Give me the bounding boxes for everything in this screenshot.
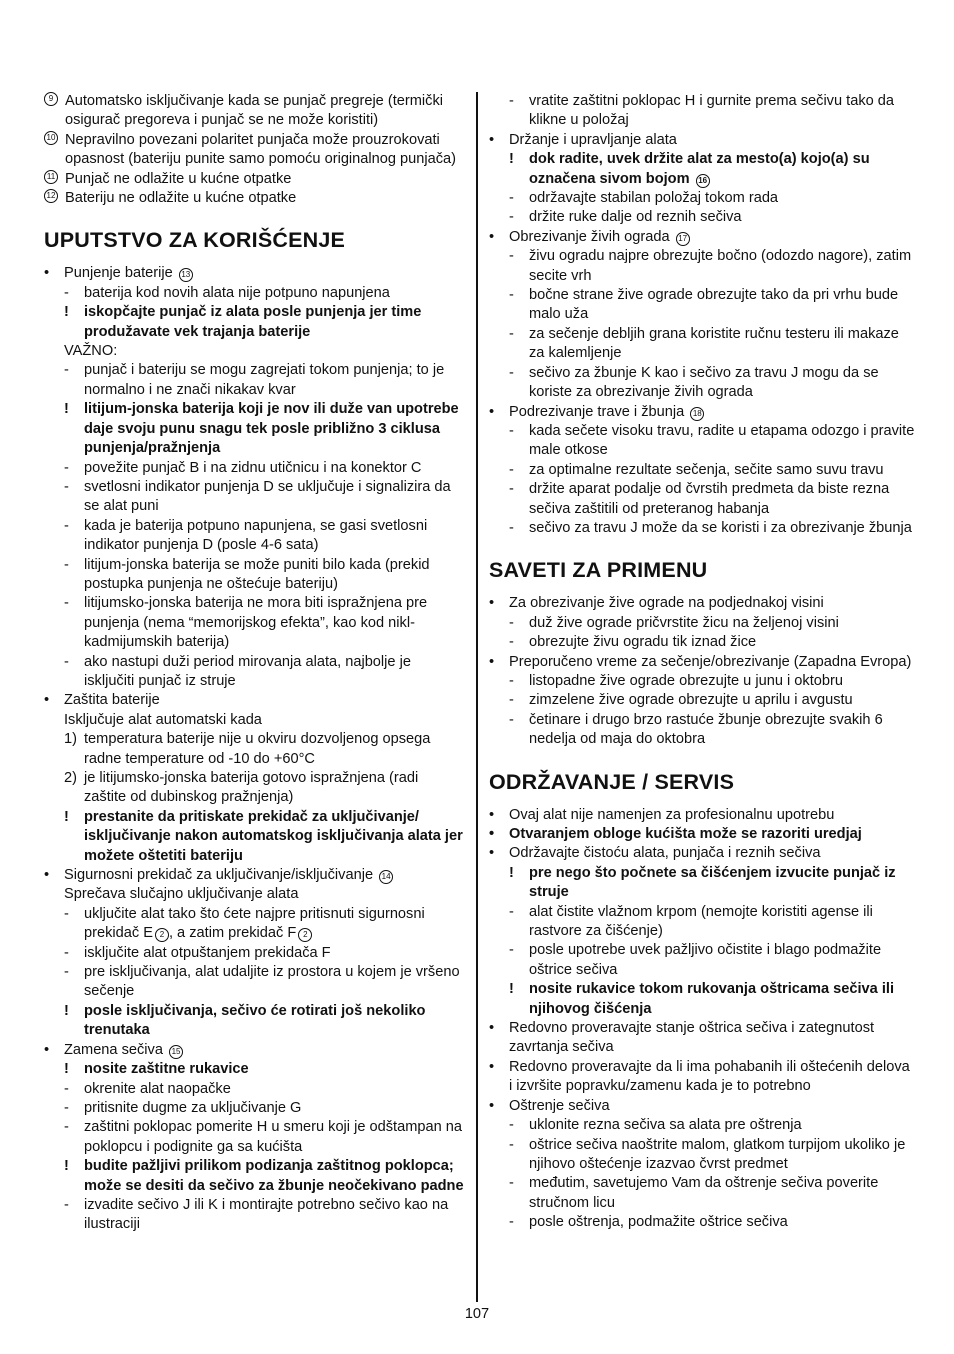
- list-marker: •: [489, 806, 495, 823]
- item-text: uključite alat tako što ćete najpre pritisnuti sigurnosni prekidač E: [84, 905, 425, 942]
- sub-item: [489, 286, 915, 325]
- sub-item: [44, 517, 464, 556]
- list-marker: -: [64, 1119, 69, 1136]
- item-text: prestanite da pritiskate prekidač za uključivanje/ isključivanje nakon automatskog isključivanja alata jer možete oštetiti bateriju: [84, 808, 463, 864]
- item-text: obrezujte živu ogradu tik iznad žice: [529, 634, 757, 651]
- list-marker: -: [509, 422, 514, 439]
- bullet-item: [44, 1041, 464, 1060]
- item-text: Punjač ne odlažite u kućne otpatke: [65, 170, 292, 187]
- item-text: zimzelene žive ograde obrezujte u aprilu i avgustu: [529, 692, 853, 709]
- list-marker: !: [509, 981, 514, 998]
- list-marker: -: [509, 1175, 514, 1192]
- item-text: povežite punjač B i na zidnu utičnicu i na konektor C: [84, 459, 422, 476]
- reference-number-icon: 2: [155, 928, 169, 942]
- reference-number-icon: 13: [179, 268, 193, 282]
- list-marker: !: [64, 1158, 69, 1175]
- sub-item: [489, 691, 915, 710]
- bullet-item: [489, 403, 915, 422]
- item-text: uklonite rezna sečiva sa alata pre oštrenja: [529, 1117, 802, 1134]
- symbol-legend-item: [44, 131, 464, 170]
- list-marker: !: [509, 151, 514, 168]
- item-text: pre nego što počnete sa čišćenjem izvucite punjač iz struje: [529, 864, 896, 901]
- section-heading: SAVETI ZA PRIMENU: [489, 558, 708, 583]
- page-number: 107: [464, 1306, 490, 1322]
- reference-number-icon: 12: [44, 189, 58, 203]
- list-marker: -: [509, 93, 514, 109]
- sub-item: [489, 325, 915, 364]
- sub-item: [44, 284, 464, 303]
- item-text: sečivo za žbunje K kao i sečivo za travu J mogu da se koriste za obrezivanje živih ograda: [529, 364, 879, 401]
- item-text: posle upotrebe uvek pažljivo očistite i blago podmažite oštrice sečiva: [529, 942, 882, 978]
- bullet-item: [44, 866, 464, 885]
- reference-number-icon: 11: [44, 170, 58, 184]
- item-text: temperatura baterije nije u okviru dozvoljenog opsega radne temperature od -10 do +60°C: [84, 731, 431, 767]
- list-marker: -: [509, 614, 514, 631]
- symbol-legend-item: [44, 170, 464, 189]
- sub-item: [489, 247, 915, 286]
- list-marker: -: [64, 517, 69, 534]
- list-marker: -: [509, 942, 514, 959]
- item-text: Preporučeno vreme za sečenje/obrezivanje (Zapadna Evropa): [509, 653, 912, 670]
- reference-number-icon: 18: [690, 407, 704, 421]
- bullet-item: [44, 264, 464, 283]
- list-marker: !: [64, 808, 69, 825]
- item-text: Otvaranjem obloge kućišta može se razoriti uredjaj: [509, 826, 862, 842]
- reference-number-icon: 2: [298, 928, 312, 942]
- sub-item: [489, 1213, 915, 1232]
- reference-number-icon: 14: [379, 870, 393, 884]
- list-marker: •: [489, 403, 495, 420]
- item-text: iskopčajte punjač iz alata posle punjenja jer time produžavate vek trajanja baterije: [84, 304, 422, 340]
- item-text: držite ruke dalje od reznih sečiva: [529, 209, 742, 226]
- warning-item: [44, 1002, 464, 1041]
- list-marker: -: [509, 1214, 514, 1231]
- list-marker: -: [64, 653, 69, 670]
- list-marker: 2): [64, 770, 77, 786]
- item-text: je litijumsko-jonska baterija gotovo ispražnjena (radi zaštite od dubinskog pražnjenja): [84, 770, 419, 806]
- item-text: zaštitni poklopac pomerite H u smeru koji je odštampan na poklopcu i podignite ga sa kućišta: [84, 1119, 463, 1155]
- list-marker: •: [44, 1041, 50, 1058]
- item-text: oštrice sečiva naoštrite malom, glatkom turpijom ukoliko je njihovo oštećenje izazvao čvrst predmet: [529, 1136, 906, 1172]
- list-marker: •: [44, 265, 50, 282]
- sub-item: [489, 92, 915, 131]
- list-marker: -: [509, 692, 514, 709]
- bullet-item: [44, 691, 464, 710]
- item-text: Oštrenje sečiva: [509, 1097, 610, 1114]
- item-text: sečivo za travu J može da se koristi i za obrezivanje žbunja: [529, 519, 912, 536]
- item-text: okrenite alat naopačke: [84, 1080, 231, 1097]
- list-marker: •: [489, 228, 495, 245]
- sub-item: [44, 963, 464, 1002]
- list-marker: •: [489, 1058, 495, 1075]
- item-text: Bateriju ne odlažite u kućne otpatke: [65, 190, 297, 207]
- sub-item: [44, 730, 464, 769]
- sub-item: [44, 556, 464, 595]
- list-marker: -: [64, 905, 69, 922]
- list-marker: -: [509, 519, 514, 536]
- sub-item: [489, 941, 915, 980]
- list-marker: -: [509, 1136, 514, 1153]
- item-text: svetlosni indikator punjenja D se uključuje i signalizira da se alat puni: [84, 478, 451, 515]
- item-text: Zaštita baterije: [64, 692, 160, 709]
- item-text: punjač i bateriju se mogu zagrejati tokom punjenja; to je normalno i ne znači nikakav kvar: [84, 362, 445, 398]
- item-text: Redovno proveravajte stanje oštrica sečiva i zategnutost zavrtanja sečiva: [509, 1020, 875, 1056]
- sub-item: [489, 1136, 915, 1175]
- reference-number-icon: 9: [44, 92, 58, 106]
- bullet-item: [489, 653, 915, 672]
- list-marker: -: [64, 964, 69, 981]
- bullet-item: [489, 1097, 915, 1116]
- bullet-item: [489, 1058, 915, 1097]
- list-marker: !: [64, 1061, 69, 1078]
- list-marker: •: [489, 826, 495, 842]
- item-text: Sigurnosni prekidač za uključivanje/isključivanje: [64, 867, 374, 884]
- reference-number-icon: 15: [169, 1045, 183, 1059]
- bullet-item: [489, 844, 915, 863]
- symbol-legend-item: [44, 189, 464, 208]
- list-marker: -: [509, 248, 514, 265]
- item-text: duž žive ograde pričvrstite žicu na željenoj visini: [529, 614, 839, 631]
- list-marker: -: [64, 1099, 69, 1116]
- item-text: Ovaj alat nije namenjen za profesionalnu upotrebu: [509, 806, 835, 823]
- left-column: [44, 92, 464, 1235]
- bullet-item: [489, 806, 915, 825]
- item-text: kada sečete visoku travu, radite u etapama odozgo i pravite male otkose: [529, 422, 915, 459]
- item-text: litijum-jonska baterija se može puniti bilo kada (prekid postupka punjenja ne oštećuje bateriju): [84, 556, 430, 592]
- plain-text: [44, 885, 464, 904]
- plain-text: [44, 711, 464, 730]
- list-marker: -: [509, 481, 514, 498]
- sub-item: [489, 633, 915, 652]
- sub-item: [44, 1099, 464, 1118]
- sub-item: [44, 653, 464, 692]
- item-text: litijum-jonska baterija koji je nov ili duže van upotrebe daje svoju punu snagu tek posle približno 3 ciklusa punjenja/pražnjenja: [84, 401, 459, 457]
- item-text: četinare i drugo brzo rastuće žbunje obrezujte svakih 6 nedelja od maja do oktobra: [529, 711, 883, 748]
- warning-item: [44, 1157, 464, 1196]
- bullet-item: [489, 594, 915, 613]
- warning-item: [44, 808, 464, 866]
- item-text: litijumsko-jonska baterija ne mora biti ispražnjena pre punjenja (nema “memorijskog efekta”, kao kod nikl-kadmijumskih baterija): [84, 595, 428, 651]
- list-marker: -: [64, 284, 69, 301]
- sub-item: [44, 459, 464, 478]
- item-text: održavajte stabilan položaj tokom rada: [529, 190, 779, 207]
- item-text: kada je baterija potpuno napunjena, se gasi svetlosni indikator punjenja D (posle 4-6 sata): [84, 517, 428, 554]
- list-marker: -: [509, 1117, 514, 1134]
- sub-item: [489, 903, 915, 942]
- item-text: bočne strane žive ograde obrezujte tako da pri vrhu bude malo uža: [529, 287, 899, 323]
- list-marker: -: [64, 1196, 69, 1213]
- item-text: isključite alat otpuštanjem prekidača F: [84, 944, 331, 961]
- list-marker: !: [64, 1002, 69, 1019]
- warning-item: [44, 400, 464, 458]
- warning-item: [489, 980, 915, 1019]
- list-marker: •: [489, 653, 495, 670]
- item-text: za optimalne rezultate sečenja, sečite samo suvu travu: [529, 461, 884, 478]
- section-heading: UPUTSTVO ZA KORIŠĆENJE: [44, 228, 346, 253]
- sub-item: [44, 944, 464, 963]
- item-text: dok radite, uvek držite alat za mesto(a) kojo(a) su označena sivom bojom: [529, 151, 870, 187]
- sub-item: [489, 1174, 915, 1213]
- sub-item: [44, 1118, 464, 1157]
- section-heading: ODRŽAVANJE / SERVIS: [489, 769, 735, 794]
- list-marker: !: [509, 864, 514, 881]
- item-text: Sprečava slučajno uključivanje alata: [64, 886, 299, 903]
- list-marker: •: [489, 595, 495, 612]
- sub-item: [489, 208, 915, 227]
- list-marker: -: [64, 1080, 69, 1097]
- list-marker: -: [509, 325, 514, 342]
- warning-item: [489, 864, 915, 903]
- list-marker: •: [489, 845, 495, 862]
- list-marker: -: [509, 634, 514, 651]
- sub-item: [44, 594, 464, 652]
- sub-item: [489, 364, 915, 403]
- list-marker: 1): [64, 731, 77, 748]
- sub-item: [44, 1080, 464, 1099]
- list-marker: -: [509, 461, 514, 478]
- sub-item: [44, 769, 464, 808]
- sub-item: [44, 1196, 464, 1235]
- list-marker: -: [64, 595, 69, 612]
- item-text: nosite zaštitne rukavice: [84, 1061, 249, 1078]
- item-text: međutim, savetujemo Vam da oštrenje sečiva poverite stručnom licu: [529, 1175, 879, 1211]
- sub-item: [489, 461, 915, 480]
- list-marker: -: [509, 903, 514, 920]
- item-text: držite aparat podalje od čvrstih predmeta da biste rezna sečiva zaštitili od preteranog habanja: [529, 481, 890, 517]
- item-text: Za obrezivanje žive ograde na podjednakoj visini: [509, 595, 824, 612]
- list-marker: !: [64, 401, 69, 418]
- list-marker: -: [509, 190, 514, 207]
- item-text: budite pažljivi prilikom podizanja zaštitnog poklopca; može se desiti da sečivo za žbunje neočekivano padne: [84, 1158, 464, 1194]
- sub-item: [489, 480, 915, 519]
- sub-item: [489, 672, 915, 691]
- sub-item: [489, 519, 915, 538]
- item-text: nosite rukavice tokom rukovanja oštricama sečiva ili njihovog čišćenja: [529, 981, 895, 1017]
- list-marker: -: [509, 711, 514, 728]
- column-divider: [476, 92, 478, 1302]
- sub-item: [489, 189, 915, 208]
- reference-number-icon: 16: [696, 174, 710, 188]
- bullet-item: [489, 1019, 915, 1058]
- reference-number-icon: 10: [44, 131, 58, 145]
- warning-item: [489, 150, 915, 189]
- plain-text: [44, 342, 464, 361]
- item-text: alat čistite vlažnom krpom (nemojte koristiti agense ili rastvore za čišćenje): [529, 903, 873, 940]
- item-text: Držanje i upravljanje alata: [509, 131, 677, 148]
- item-text: vratite zaštitni poklopac H i gurnite prema sečivu tako da klikne u položaj: [529, 93, 895, 129]
- list-marker: •: [44, 692, 50, 709]
- item-text: Isključuje alat automatski kada: [64, 711, 262, 728]
- item-text: posle oštrenja, podmažite oštrice sečiva: [529, 1214, 788, 1231]
- list-marker: !: [64, 304, 69, 321]
- item-text: za sečenje debljih grana koristite ručnu testeru ili makaze za kalemljenje: [529, 325, 899, 362]
- item-text: VAŽNO:: [64, 343, 118, 360]
- warning-item: [44, 303, 464, 342]
- sub-item: [489, 422, 915, 461]
- item-text: živu ogradu najpre obrezujte bočno (odozdo nagore), zatim secite vrh: [529, 248, 912, 284]
- reference-number-icon: 17: [676, 232, 690, 246]
- list-marker: -: [64, 478, 69, 495]
- sub-item: [44, 478, 464, 517]
- list-marker: -: [509, 364, 514, 381]
- list-marker: -: [64, 362, 69, 379]
- item-text: Nepravilno povezani polaritet punjača može prouzrokovati opasnost (bateriju punite samo pomoću originalnog punjača): [65, 131, 457, 168]
- sub-item: [44, 905, 464, 944]
- warning-item: [44, 1060, 464, 1079]
- sub-item: [489, 711, 915, 750]
- item-text: Podrezivanje trave i žbunja: [509, 403, 685, 420]
- item-text: pre isključivanja, alat udaljite iz prostora u kojem je vršeno sečenje: [84, 964, 460, 1000]
- list-marker: -: [64, 459, 69, 476]
- list-marker: -: [509, 672, 514, 689]
- list-marker: •: [489, 1020, 495, 1037]
- bullet-item: [489, 228, 915, 247]
- item-text: listopadne žive ograde obrezujte u junu i oktobru: [529, 672, 843, 689]
- item-text: , a zatim prekidač F: [168, 925, 297, 942]
- item-text: Redovno proveravajte da li ima pohabanih ili oštećenih delova i izvršite popravku/zamenu kada je to potrebno: [509, 1058, 910, 1095]
- item-text: baterija kod novih alata nije potpuno napunjena: [84, 284, 390, 301]
- list-marker: -: [509, 287, 514, 304]
- right-column: [489, 92, 915, 1233]
- bullet-item: [489, 131, 915, 150]
- item-text: ako nastupi duži period mirovanja alata, najbolje je isključiti punjač iz struje: [84, 653, 411, 689]
- sub-item: [44, 361, 464, 400]
- list-marker: •: [44, 867, 50, 884]
- list-marker: •: [489, 131, 495, 148]
- sub-item: [489, 614, 915, 633]
- list-marker: -: [64, 944, 69, 961]
- sub-item: [489, 1116, 915, 1135]
- symbol-legend-item: [44, 92, 464, 131]
- item-text: pritisnite dugme za uključivanje G: [84, 1099, 302, 1116]
- item-text: Obrezivanje živih ograda: [509, 228, 670, 245]
- list-marker: •: [489, 1097, 495, 1114]
- item-text: Održavajte čistoću alata, punjača i reznih sečiva: [509, 845, 821, 862]
- list-marker: -: [509, 209, 514, 226]
- item-text: Zamena sečiva: [64, 1041, 163, 1058]
- item-text: izvadite sečivo J ili K i montirajte potrebno sečivo kao na ilustraciji: [84, 1196, 449, 1233]
- item-text: Automatsko isključivanje kada se punjač pregreje (termički osigurač pregoreva i punjač se ne može koristiti): [65, 93, 443, 129]
- item-text: Punjenje baterije: [64, 265, 173, 282]
- list-marker: -: [64, 556, 69, 573]
- bullet-item: [489, 825, 915, 844]
- item-text: posle isključivanja, sečivo će rotirati još nekoliko trenutaka: [84, 1002, 426, 1039]
